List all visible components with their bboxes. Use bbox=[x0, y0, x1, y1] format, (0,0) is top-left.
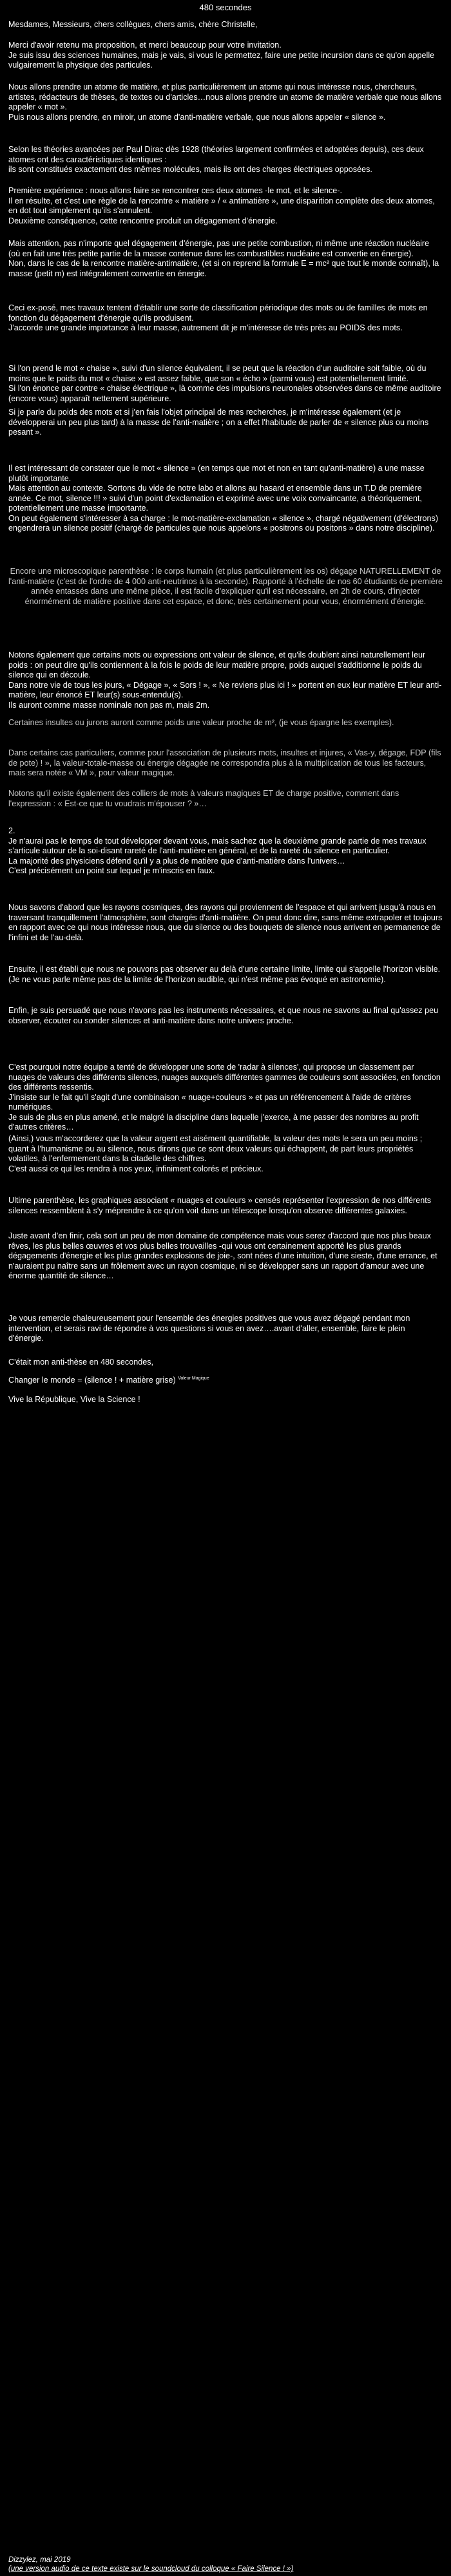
paragraph-silence-mot: Il est intéressant de constater que le mot « silence » (en temps que mot et non en tant qu'anti-matière) a une masse plutôt importante. Mais attention au contexte. Sortons du vide de notre labo et allons au hasard et ensemble dans un T.D de première année. Ce mot, silence !!! » suivi d'un point d'exclamation et exprimé avec une voix convaincante, a théoriquement, potentiellement une masse importante. On peut également s'intéresser à sa charge : le mot-matière-exclamation « silence », chargé négativement (d'électrons) engendrera un silence positif (chargé de particules que nous appelons « positrons ou positons » dans notre discipline). bbox=[8, 464, 439, 533]
paragraph-poids: Si je parle du poids des mots et si j'en fais l'objet principal de mes recherches, je m'intéresse également (et je développerai un peu plus tard) à la masse de l'anti-matière ; on a effet l'habitude de parler de « silence plus ou moins pesant ». bbox=[8, 408, 429, 437]
soundcloud-link[interactable]: (une version audio de ce texte existe sur le soundcloud du colloque « Faire Silence ! ») bbox=[8, 2565, 294, 2573]
formula-line bbox=[8, 1376, 443, 1386]
paragraph-colliers: Notons qu'il existe également des colliers de mots à valeurs magiques ET de charge positive, comment dans l'expression : « Est-ce que tu voudrais m'épouser ? »… bbox=[8, 789, 399, 808]
paragraph-valeur-silence: Notons également que certains mots ou expressions ont valeur de silence, et qu'ils doublent ainsi naturellement leur poids : on peut dire qu'ils contiennent à la fois le poids de leur matière propre, poids auquel s'additionne le poids du silence qui en découle. Dans notre vie de tous les jours, « Dégage », « Sors ! », « Ne reviens plus ici ! » portent en eux leur matière ET leur anti-matière, leur énoncé ET leur(s) sous-entendu(s). Ils auront comme masse nominale non pas m, mais 2m. bbox=[8, 650, 442, 710]
paragraph-intro: Merci d'avoir retenu ma proposition, et merci beaucoup pour votre invitation. Je suis issu des sciences humaines, mais je vais, si vous le permettez, faire une petite incursion dans ce qu'on appelle vulgairement la physique des particules. bbox=[8, 41, 435, 70]
paragraph-valeur-magique: Dans certains cas particuliers, comme pour l'association de plusieurs mots, insultes et injures, « Vas-y, dégage, FDP (fils de pote) ! », la valeur-totale-masse ou énergie dégagée ne correspondra plus à la multiplication de tous les facteurs, mais sera notée « VM », pour valeur magique. bbox=[8, 748, 441, 777]
paragraph-horizon: Ensuite, il est établi que nous ne pouvons pas observer au delà d'une certaine limite, limite qui s'appelle l'horizon visible. (Je ne vous parle même pas de la limite de l'horizon audible, qui n'est même pas évoqué en astronomie). bbox=[8, 965, 441, 984]
page-title: 480 secondes bbox=[199, 3, 252, 12]
paragraph-insultes: Certaines insultes ou jurons auront comme poids une valeur proche de m², (je vous épargne les exemples). bbox=[8, 718, 394, 727]
salutation: Mesdames, Messieurs, chers collègues, chers amis, chère Christelle, bbox=[8, 20, 258, 29]
paragraph-experience: Première expérience : nous allons faire se rencontrer ces deux atomes -le mot, et le silence-. Il en résulte, et c'est une règle de la rencontre « matière » / « antimatière », une disparition complète des deux atomes, en dot tout simplement qu'ils s'annulent. Deuxième conséquence, cette rencontre produit un dégagement d'énergie. bbox=[8, 186, 435, 225]
paragraph-remerciements: Je vous remercie chaleureusement pour l'ensemble des énergies positives que vous avez dégagé pendant mon intervention, et serais ravi de répondre à vos questions si vous en avez….avant d'aller, ensemble, faire le plein d'énergie. bbox=[8, 1314, 410, 1343]
paragraph-rayons-cosmiques: Nous savons d'abord que les rayons cosmiques, des rayons qui proviennent de l'espace et qui arrivent jusqu'à nous en traversant tranquillement l'atmosphère, sont chargés d'anti-matière. On peut donc dire, sans même extrapoler et toujours en rapport avec ce qui nous intéresse nous, que du silence ou des bouquets de silence nous arrivent en permanence de l'infini et de l'au-delà. bbox=[8, 903, 443, 942]
paragraph-valeurs: (Ainsi,) vous m'accorderez que la valeur argent est aisément quantifiable, la valeur des mots le sera un peu moins ; quant à l'humanisme ou au silence, nous dirons que ce sont deux valeurs qui échappent, de part leurs propriétés volatiles, à l'enfermement dans la citadelle des chiffres. C'est aussi ce qui les rendra à nos yeux, infiniment colorés et précieux. bbox=[8, 1134, 423, 1173]
paragraph-intuition: Juste avant d'en finir, cela sort un peu de mon domaine de compétence mais vous serez d'accord que nos plus beaux rêves, les plus belles œuvres et vos plus belles trouvailles -qui vous ont certainement apporté les plus grands dégagements d'énergie et les plus grandes explosions de joie-, sont nées d'une intuition, d'une sieste, d'une errance, et n'auraient pu naître sans un frôlement avec un rayon cosmique, ni se développer sans un rapport d'amour avec une énorme quantité de silence… bbox=[8, 1231, 437, 1280]
formula-text: Changer le monde = (silence ! + matière grise) bbox=[8, 1376, 176, 1385]
paragraph-partie-2: 2. Je n'aurai pas le temps de tout développer devant vous, mais sachez que la deuxième grande partie de mes travaux s'articule autour de la soi-disant rareté de l'anti-matière en général, et de la rareté du silence en particulier. La majorité des physiciens défend qu'il y a plus de matière que d'anti-matière dans l'univers… C'est précisément un point sur lequel je m'inscris en faux. bbox=[8, 826, 427, 875]
paragraph-galaxies: Ultime parenthèse, les graphiques associant « nuages et couleurs » censés représenter l'expression de nos différents silences ressemblent à s'y méprendre à ce qu'on voit dans un télescope lorsqu'on observe différentes galaxies. bbox=[8, 1196, 432, 1215]
paragraph-classification: Ceci ex-posé, mes travaux tentent d'établir une sorte de classification périodique des mots ou de familles de mots en fonction du dégagement d'énergie qu'ils produisent. J'accorde une grande importance à leur masse, autrement dit je m'intéresse de très près au POIDS des mots. bbox=[8, 303, 428, 332]
paragraph-instruments: Enfin, je suis persuadé que nous n'avons pas les instruments nécessaires, et que nous ne savons au final qu'assez peu observer, écouter ou sonder silences et anti-matière dans notre univers proche. bbox=[8, 1006, 439, 1025]
paragraph-dirac: Selon les théories avancées par Paul Dirac dès 1928 (théories largement confirmées et adoptées depuis), ces deux atomes ont des caractéristiques identiques : ils sont constitués exactement des mêmes molécules, mais ils ont des charges électriques opposées. bbox=[8, 145, 424, 174]
formula-superscript: Valeur Magique bbox=[178, 1376, 209, 1381]
paragraph-chaise: Si l'on prend le mot « chaise », suivi d'un silence équivalent, il se peut que la réaction d'un auditoire soit faible, où du moins que le poids du mot « chaise » est assez faible, que son « écho » (parmi vous) est potentiellement limité. Si l'on énonce par contre « chaise électrique », là comme des impulsions neuronales observées dans ce même auditoire (encore vous) apparaît nettement supérieure. bbox=[8, 364, 441, 403]
paragraph-radar: C'est pourquoi notre équipe a tenté de développer une sorte de 'radar à silences', qui propose un classement par nuages de valeurs des différents silences, nuages auxquels différentes gammes de couleurs sont associées, en fonction des différents ressentis. J'insiste sur le fait qu'il s'agit d'une combinaison « nuage+couleurs » et pas un référencement à l'aide de critères numériques. Je suis de plus en plus amené, et le malgré la discipline dans laquelle j'exerce, à me passer des nombres au profit d'autres critères… bbox=[8, 1063, 441, 1132]
paragraph-energy: Mais attention, pas n'importe quel dégagement d'énergie, pas une petite combustion, ni même une réaction nucléaire (où en fait une très petite partie de la masse contenue dans les combustibles nucléaire est convertie en énergie). Non, dans le cas de la rencontre matière-antimatière, (et si on reprend la formule E = mc² que tout le monde connaît), la masse (petit m) est intégralement convertie en énergie. bbox=[8, 239, 439, 278]
closing-line: Vive la République, Vive la Science ! bbox=[8, 1395, 140, 1404]
paragraph-anti-these: C'était mon anti-thèse en 480 secondes, bbox=[8, 1358, 154, 1367]
paragraph-atoms: Nous allons prendre un atome de matière, et plus particulièrement un atome qui nous intéresse nous, chercheurs, artistes, rédacteurs de thèses, de textes ou d'articles…nous allons prendre un atome de matière verbale que nous allons appeler « mot ». Puis nous allons prendre, en miroir, un atome d'anti-matière verbale, que nous allons appeler « silence ». bbox=[8, 82, 442, 122]
signature: Dizzylez, mai 2019 bbox=[8, 2556, 71, 2564]
paragraph-parenthese: Encore une microscopique parenthèse : le corps humain (et plus particulièrement les os) dégage NATURELLEMENT de l'anti-matière (c'est de l'ordre de 4 000 anti-neutrinos à la seconde). Rapporté à l'échelle de nos 60 étudiants de première année entassés dans une même pièce, il est facile d'expliquer qu'il est nécessaire, en 2h de cours, d'injecter énormément de matière positive dans cet espace, et donc, très certainement pour vous, énormément d'énergie. bbox=[8, 567, 443, 606]
